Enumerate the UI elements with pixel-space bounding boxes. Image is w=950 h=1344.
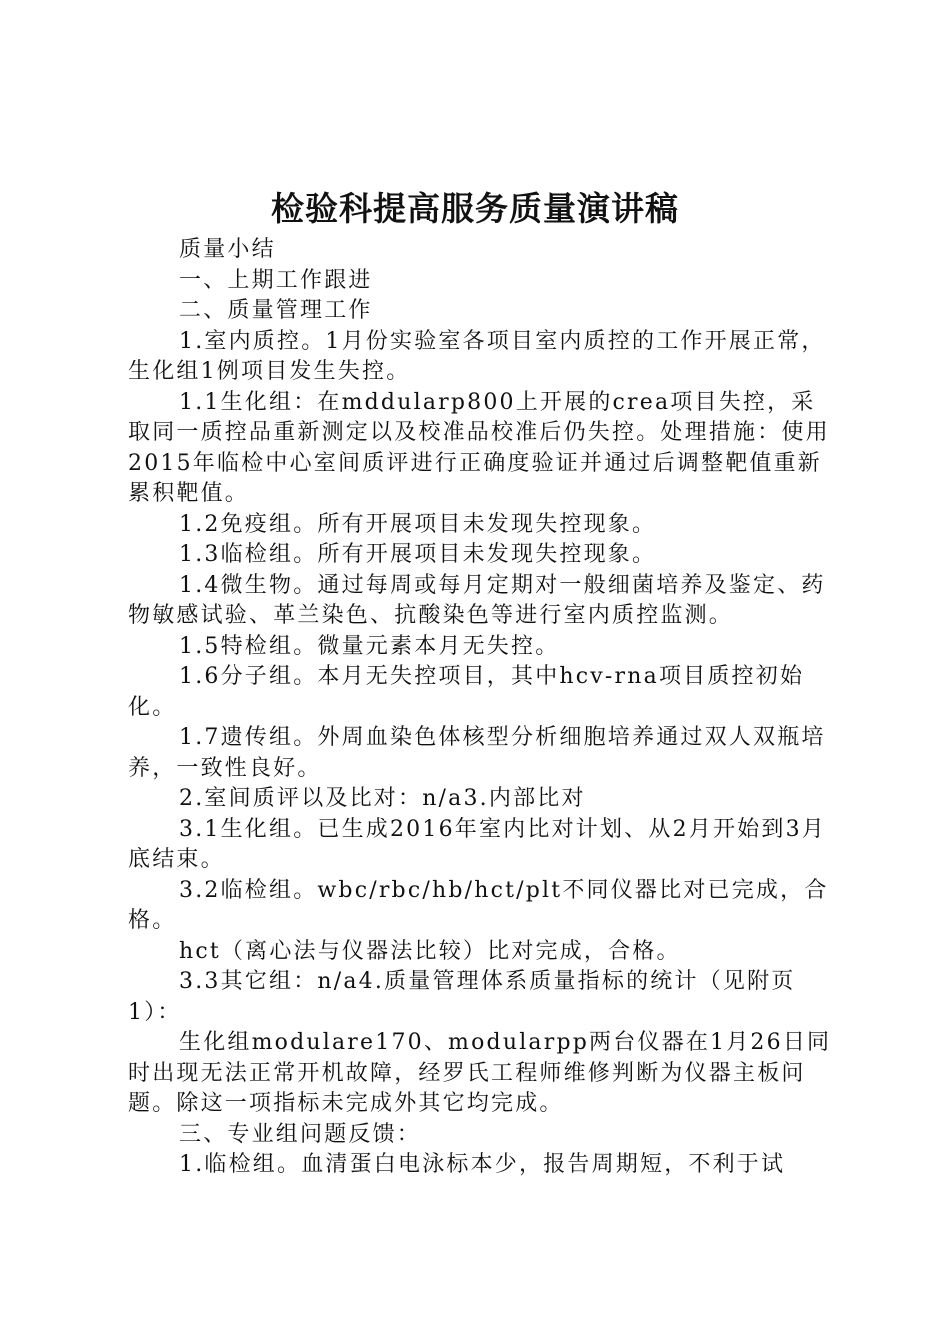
paragraph-immunology: 1.2免疫组。所有开展项目未发现失控现象。 [179, 511, 657, 537]
paragraph-molecular: 1.6分子组。本月无失控项目，其中hcv-rna项目质控初始化。 [128, 664, 805, 720]
paragraph-eqa: 2.室间质评以及比对：n/a3.内部比对 [179, 786, 586, 811]
paragraph-section-one: 一、上期工作跟进 [179, 267, 373, 293]
document-body [128, 235, 834, 1181]
paragraph-section-three: 三、专业组问题反馈： [179, 1121, 422, 1147]
paragraph-special: 1.5特检组。微量元素本月无失控。 [179, 633, 560, 659]
paragraph-other-groups: 3.3其它组：n/a4.质量管理体系质量指标的统计（见附页1）： [128, 969, 796, 1025]
paragraph-quality-summary: 质量小结 [179, 237, 276, 262]
paragraph-hct: hct（离心法与仪器法比较）比对完成，合格。 [179, 938, 681, 964]
paragraph-genetics: 1.7遗传组。外周血染色体核型分析细胞培养通过双人双瓶培养，一致性良好。 [128, 725, 826, 781]
paragraph-indoor-qc: 1.室内质控。1月份实验室各项目室内质控的工作开展正常，生化组1例项目发生失控。 [128, 328, 826, 384]
paragraph-instrument-fault: 生化组modulare170、modularpp两台仪器在1月26日同时出现无法正常开机故障，经罗氏工程师维修判断为仪器主板问题。除这一项指标未完成外其它均完成。 [128, 1030, 832, 1116]
paragraph-section-two: 二、质量管理工作 [179, 298, 373, 323]
paragraph-biochem: 1.1生化组：在mddularp800上开展的crea项目失控，采取同一质控品重新测定以及校准品校准后仍失控。处理措施：使用2015年临检中心室间质评进行正确度验证并通过后调整靶值重新累积靶值。 [128, 389, 830, 506]
document-title: 检验科提高服务质量演讲稿 [271, 189, 679, 228]
paragraph-biochem-comparison: 3.1生化组。已生成2016年室内比对计划、从2月开始到3月底结束。 [128, 816, 826, 872]
paragraph-clinical: 1.3临检组。所有开展项目未发现失控现象。 [179, 542, 657, 567]
paragraph-clinical-comparison: 3.2临检组。wbc/rbc/hb/hct/plt不同仪器比对已完成，合格。 [128, 877, 829, 933]
paragraph-microbiology: 1.4微生物。通过每周或每月定期对一般细菌培养及鉴定、药物敏感试验、革兰染色、抗酸染色等进行室内质控监测。 [128, 572, 826, 628]
paragraph-clinical-feedback: 1.临检组。血清蛋白电泳标本少，报告周期短，不利于试 [179, 1152, 786, 1177]
